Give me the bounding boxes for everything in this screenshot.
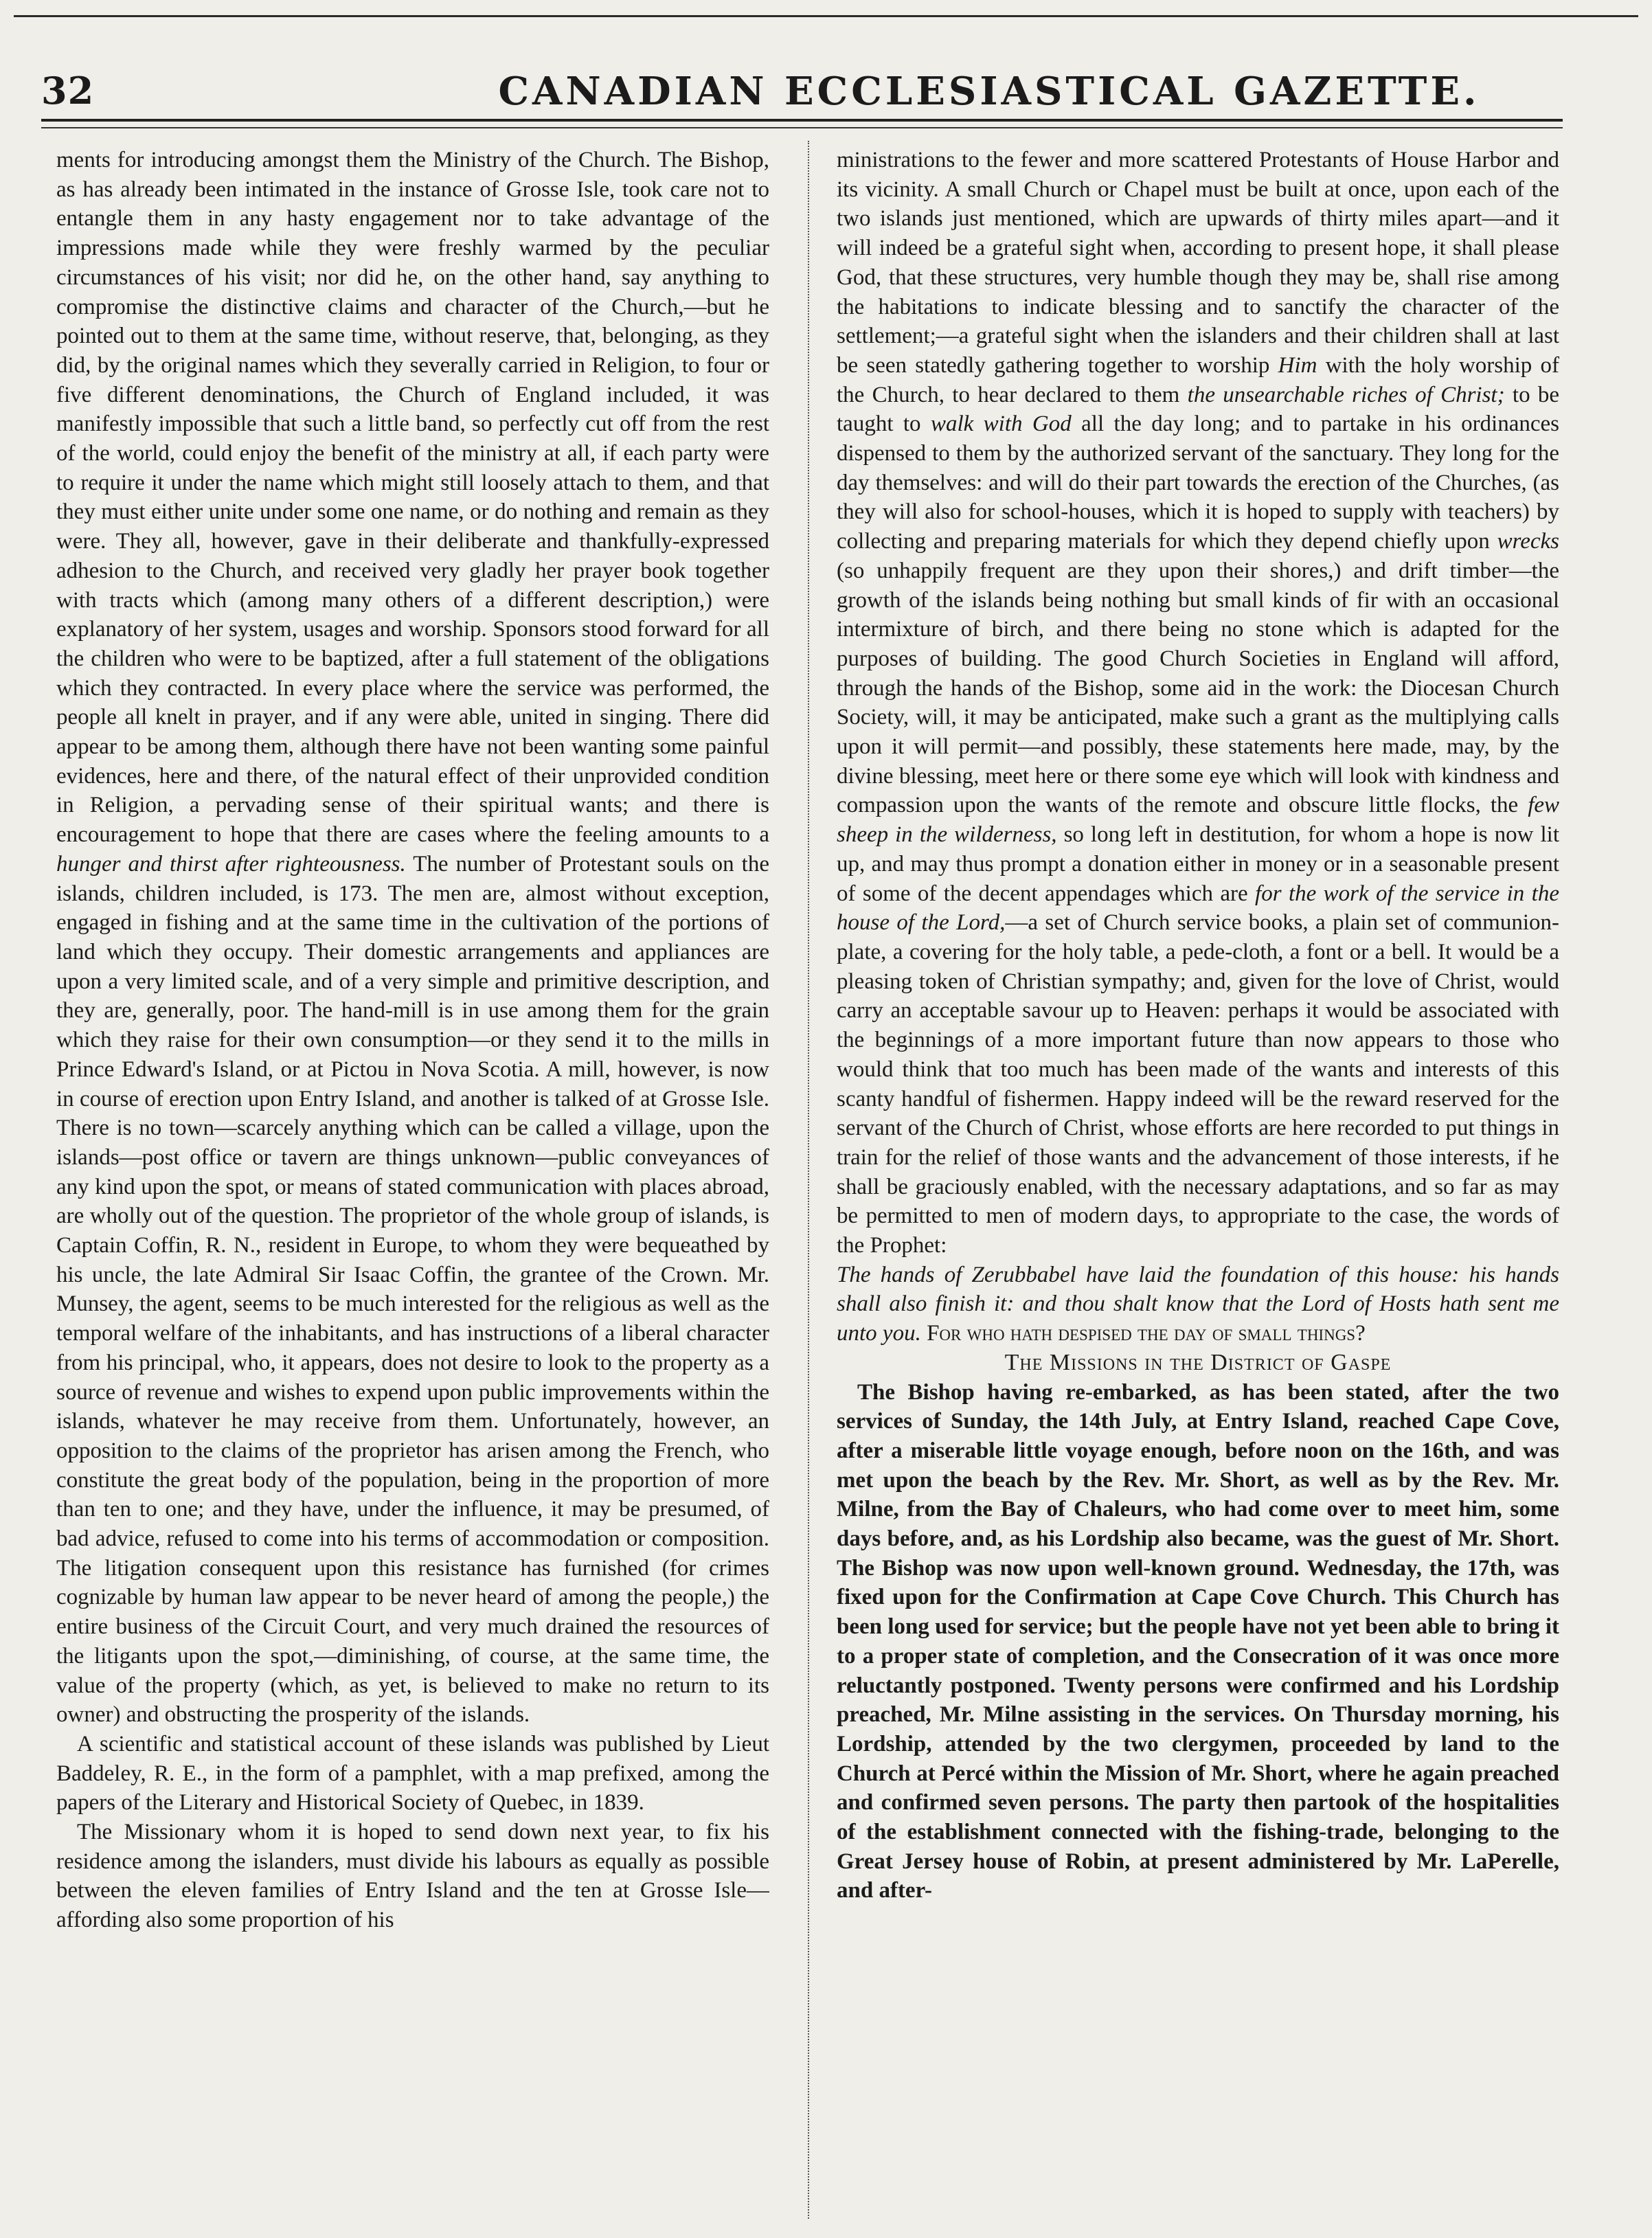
right-text-e: (so unhappily frequent are they upon their shores,) and drift timber—the growth of the islands being nothing but small kinds of fir with an occasional intermixture of birch, and there being no stone which is adapted for the purposes of building. The good Church Societies in England will afford, through the hands of the Bishop, some aid in the work: the Diocesan Church Society, will, it may be anticipated, make such a grant as the multiplying calls upon it will permit—and possibly, these statements here made, may, by the divine blessing, meet here or there some eye which will look with kindness and compassion upon the wants of the remote and obscure little flocks, the bbox=[837, 558, 1559, 818]
right-paragraph-2: The Bishop having re-embarked, as has been stated, after the two services of Sunday, the 14th July, at Entry Island, reached Cape Cove, after a miserable little voyage enough, before noon on the 16th, and was met upon the beach by the Rev. Mr. Short, as well as by the Rev. Mr. Milne, from the Bay of Chaleurs, who had come over to meet him, some days before, and, as his Lordship also became, was the guest of Mr. Short. The Bishop was now upon well-known ground. Wednesday, the 17th, was fixed upon for the Confirmation at Cape Cove Church. This Church has been long used for service; but the people have not yet been able to bring it to a proper state of completion, and the Consecration of it was once more reluctantly postponed. Twenty persons were confirmed and his Lordship preached, Mr. Milne assisting in the services. On Thursday morning, his Lordship, attended by the two clergymen, proceeded by land to the Church at Percé within the Mission of Mr. Short, where he again preached and confirmed seven persons. The party then partook of the hospitalities of the establishment connected with the fishing-trade, belonging to the Great Jersey house of Robin, at present administered by Mr. LaPerelle, and after- bbox=[837, 1379, 1559, 1903]
right-text-d: all the day long; and to partake in his ordinances dispensed to them by the authorized servant of the sanctuary. They long for the day themselves: and will do their part towards the erection of the Churches, (as they will also for school-houses, which it is hoped to supply with teachers) by collecting and preparing materials for which they depend chiefly upon bbox=[837, 411, 1559, 554]
left-paragraph-3: The Missionary whom it is hoped to send down next year, to fix his residence among the islanders, must divide his labours as equally as possible between the eleven families of Entry Island and the ten at Grosse Isle—affording also some proportion of his bbox=[56, 1820, 769, 1933]
right-italic-walk: walk with God bbox=[930, 411, 1072, 437]
section-title: The Missions in the District of Gaspe bbox=[1004, 1349, 1392, 1375]
right-text-g: —a set of Church service books, a plain set of communion-plate, a covering for the holy table, a pede-cloth, a font or a bell. It would be a pleasing token of Christian sympathy; and, given for the love of Christ, would carry an acceptable savour up to Heaven: perhaps it would be associated with the beginnings of a more important future than now appears to those who would think that too much has been made of the wants and interests of this scanty handful of fishermen. Happy indeed will be the reward reserved for the servant of the Church of Christ, whose efforts are here recorded to put things in train for the relief of those wants and the advancement of those interests, if he shall be graciously enabled, with the necessary adaptations, and so far as may be permitted to men of modern days, to appropriate to the case, the words of the Prophet: bbox=[837, 910, 1559, 1258]
right-text-c: to be taught to bbox=[837, 382, 1559, 437]
right-text-b: with the holy worship of the Church, to hear declared to them bbox=[837, 352, 1559, 407]
right-column bbox=[837, 146, 1559, 2213]
top-rule bbox=[14, 15, 1638, 17]
quote-small-caps: For who hath despised the day of small things? bbox=[927, 1321, 1366, 1346]
header-rule bbox=[41, 119, 1563, 122]
left-text-1: ments for introducing amongst them the Ministry of the Church. The Bishop, as has already been intimated in the instance of Grosse Isle, took care not to entangle them in any hasty engagement nor to take advantage of the impressions made while they were freshly warmed by the peculiar circumstances of his visit; nor did he, on the other hand, say anything to compromise the distinctive claims and character of the Church,—but he pointed out to them at the same time, without reserve, that, belonging, as they did, by the original names which they severally carried in Religion, to four or five different denominations, the Church of England included, it was manifestly impossible that such a little band, so perfectly cut off from the rest of the world, could enjoy the benefit of the ministry at all, if each party were to require it under the name which might still loosely attach to them, and that they must either unite under some one name, or do nothing and remain as they were. They all, however, gave in their deliberate and thankfully-expressed adhesion to the Church, and received very gladly her prayer book together with tracts which (among many others of a different description,) were explanatory of her system, usages and worship. Sponsors stood forward for all the children who were to be baptized, after a full statement of the obligations which they contracted. In every place where the service was performed, the people all knelt in prayer, and if any were able, united in singing. There did appear to be among them, although there have not been wanting some painful evidences, here and there, of the natural effect of their unprovided condition in Religion, a pervading sense of their spiritual wants; and there is encouragement to hope that there are cases where the feeling amounts to a bbox=[56, 148, 769, 848]
left-column bbox=[56, 146, 769, 2213]
journal-title: CANADIAN ECCLESIASTICAL GAZETTE. bbox=[498, 69, 1480, 114]
left-paragraph-1 bbox=[56, 146, 769, 1730]
page-number: 32 bbox=[41, 69, 95, 113]
right-paragraph-1 bbox=[837, 146, 1559, 1261]
right-italic-sheep: few sheep in the wilderness, bbox=[837, 793, 1559, 848]
page-header bbox=[41, 69, 1559, 124]
column-divider bbox=[808, 141, 809, 2219]
right-italic-riches: the unsearchable riches of Christ; bbox=[1187, 382, 1505, 407]
right-italic-work: for the work of the service in the house of the Lord, bbox=[837, 881, 1559, 936]
prophet-quote bbox=[837, 1261, 1559, 1348]
left-italic-hunger: hunger and thirst after righteousness. bbox=[56, 851, 406, 877]
right-text-f: so long left in destitution, for whom a hope is now lit up, and may thus prompt a donation either in money or in a seasonable present of some of the decent appendages which are bbox=[837, 822, 1559, 906]
header-rule-thin bbox=[41, 127, 1563, 128]
right-italic-wrecks: wrecks bbox=[1497, 529, 1559, 554]
quote-text: The hands of Zerubbabel have laid the foundation of this house: his hands shall also finish it: and thou shalt know that the Lord of Hosts hath sent me unto you. bbox=[837, 1262, 1559, 1346]
right-italic-him: Him bbox=[1278, 352, 1317, 378]
right-text-a: ministrations to the fewer and more scattered Protestants of House Harbor and its vicinity. A small Church or Chapel must be built at once, upon each of the two islands just mentioned, which are upwards of thirty miles apart—and it will indeed be a grateful sight when, according to present hope, it shall please God, that these structures, very humble though they may be, shall rise among the habitations to indicate blessing and to sanctify the character of the settlement;—a grateful sight when the islanders and their children shall at last be seen statedly gathering together to worship bbox=[837, 148, 1559, 378]
left-paragraph-2: A scientific and statistical account of these islands was published by Lieut Baddeley, R. E., in the form of a pamphlet, with a map prefixed, among the papers of the Literary and Historical Society of Quebec, in 1839. bbox=[56, 1731, 769, 1816]
left-text-1-rest: The number of Protestant souls on the islands, children included, is 173. The men are, almost without exception, engaged in fishing and at the same time in the cultivation of the portions of land which they occupy. Their domestic arrangements and appliances are upon a very limited scale, and of a very simple and primitive description, and they are, generally, poor. The hand-mill is in use among them for the grain which they raise for their own consumption—or they send it to the mills in Prince Edward's Island, or at Pictou in Nova Scotia. A mill, however, is now in course of erection upon Entry Island, and another is talked of at Grosse Isle. There is no town—scarcely anything which can be called a village, upon the islands—post office or tavern are things unknown—public conveyances of any kind upon the spot, or means of stated communication with places abroad, are wholly out of the question. The proprietor of the whole group of islands, is Captain Coffin, R. N., resident in Europe, to whom they were bequeathed by his uncle, the late Admiral Sir Isaac Coffin, the grantee of the Crown. Mr. Munsey, the agent, seems to be much interested for the religious as well as the temporal welfare of the inhabitants, and has instructions of a liberal character from his principal, who, it appears, does not desire to look to the property as a source of revenue and wishes to expend upon public improvements within the islands, whatever he may receive from them. Unfortunately, however, an opposition to the claims of the proprietor has arisen among the French, who constitute the great body of the population, being in the proportion of more than ten to one; and they have, under the influence, it may be presumed, of bad advice, refused to come into his terms of accommodation or composition. The litigation consequent upon this resistance has furnished (for crimes cognizable by human law appear to be never heard of among the people,) the entire business of the Circuit Court, and very much drained the resources of the litigants upon the spot,—diminishing, of course, at the same time, the value of the property (which, as yet, is believed to make no return to its owner) and obstructing the prosperity of the islands. bbox=[56, 851, 769, 1728]
